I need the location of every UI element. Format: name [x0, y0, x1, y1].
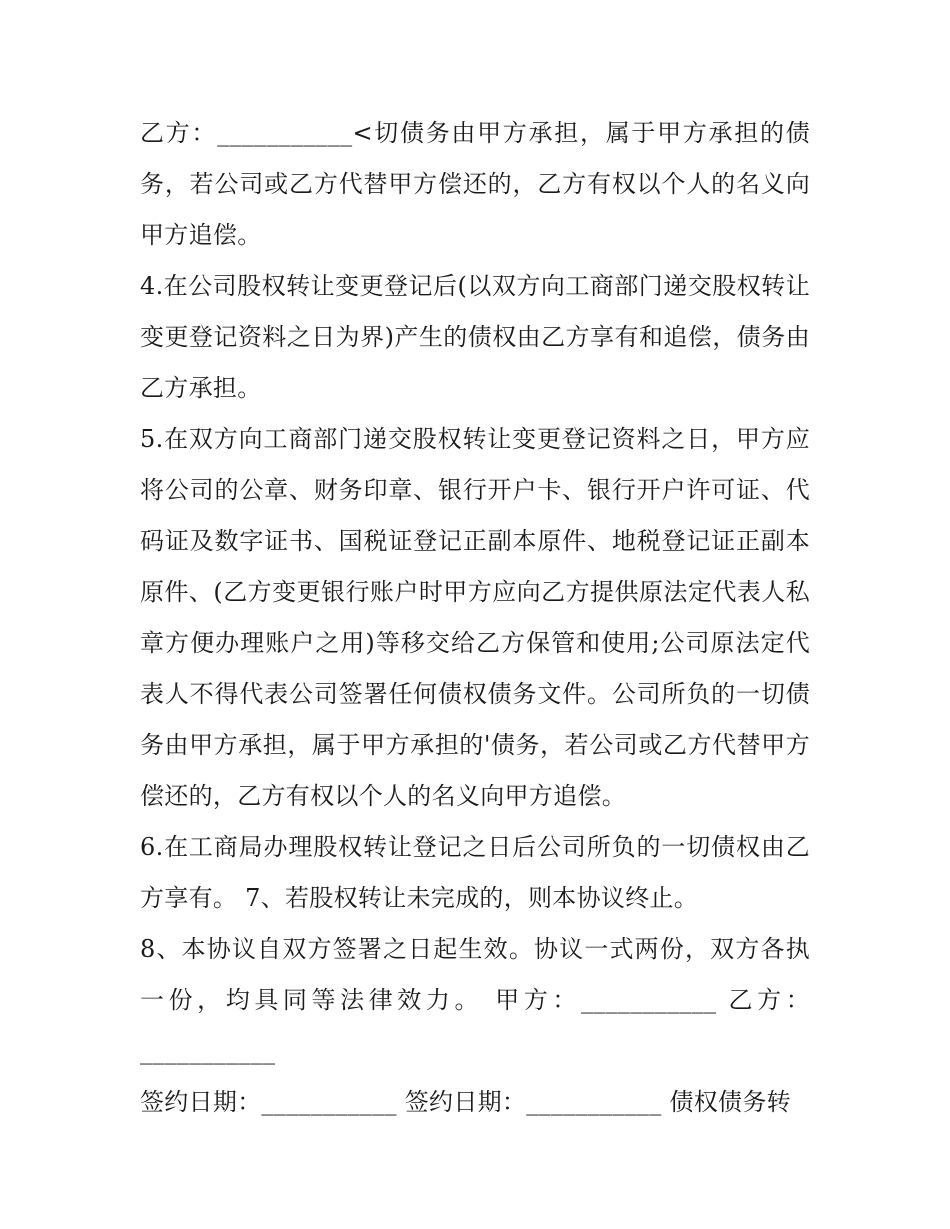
- paragraph-signing-dates: 签约日期：___________ 签约日期：___________ 债权债务转: [140, 1088, 791, 1116]
- paragraph-clause-5: 5.在双方向工商部门递交股权转让变更登记资料之日，甲方应将公司的公章、财务印章、银行开户卡、银行开户许可证、代码证及数字证书、国税证登记正副本原件、地税登记证正副本原件、(乙方变更银行账户时甲方应向乙方提供原法定代表人私章方便办理账户之用)等移交给乙方保管和使用;公司原法定代表人不得代表公司签署任何债权债务文件。公司所负的一切债务由甲方承担，属于甲方承担的'债务，若公司或乙方代替甲方偿还的，乙方有权以个人的名义向甲方追偿。: [140, 425, 810, 810]
- paragraph-clause-6-7: 6.在工商局办理股权转让登记之日后公司所负的一切债权由乙方享有。 7、若股权转让未完成的，则本协议终止。: [140, 833, 810, 912]
- document-body: [140, 108, 810, 1128]
- paragraph-party-b-debts: 乙方：___________<切债务由甲方承担，属于甲方承担的债务，若公司或乙方代替甲方偿还的，乙方有权以个人的名义向甲方追偿。: [140, 119, 810, 249]
- paragraph-clause-4: 4.在公司股权转让变更登记后(以双方向工商部门递交股权转让变更登记资料之日为界)产生的债权由乙方享有和追偿，债务由乙方承担。: [140, 272, 810, 402]
- paragraph-clause-8-signatures: 8、本协议自双方签署之日起生效。协议一式两份，双方各执一份，均具同等法律效力。 甲方：___________ 乙方：___________: [140, 935, 810, 1065]
